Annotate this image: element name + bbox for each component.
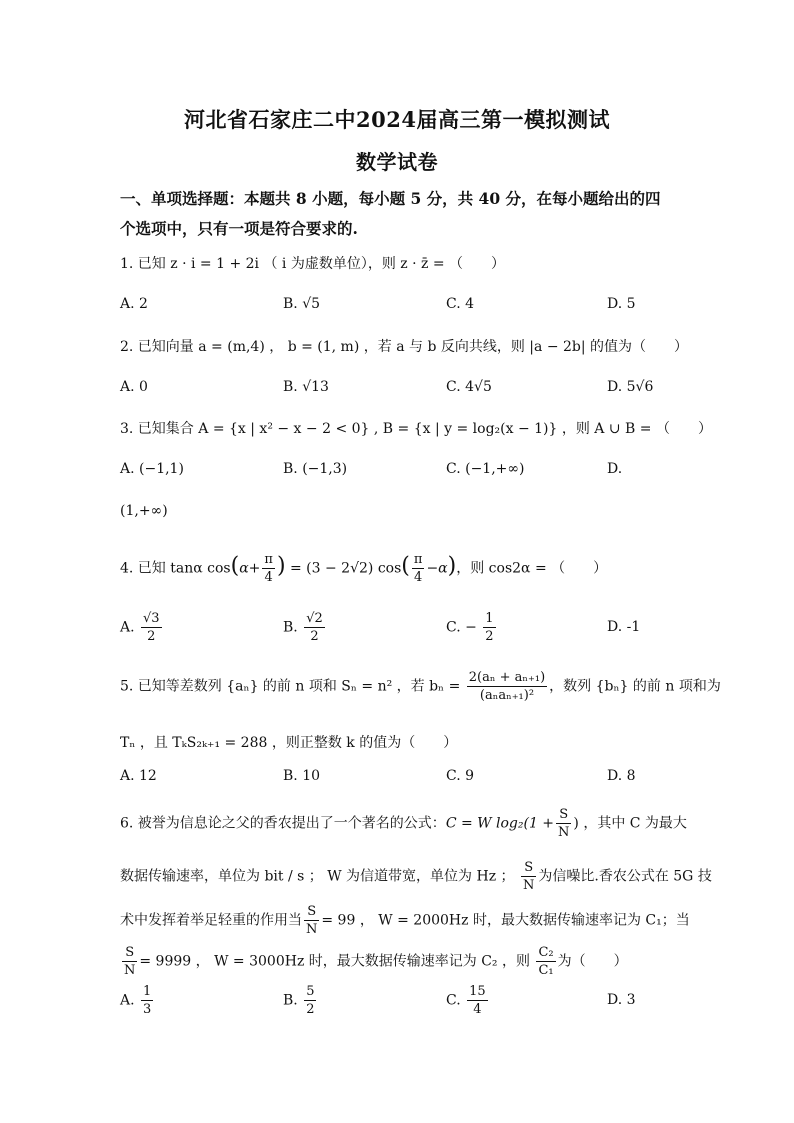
q6-option-d: D. 3 <box>607 992 636 1008</box>
q5-option-d: D. 8 <box>607 768 636 784</box>
q3-option-d-value: (1,+∞) <box>120 503 168 519</box>
q4-option-b: B. $\frac{√2}{2}$ <box>283 611 323 644</box>
q1-option-d: D. 5 <box>607 296 636 312</box>
section-heading <box>120 184 680 244</box>
q4-stem-mid: = (3 − 2√2) cos <box>290 560 402 577</box>
q5-option-b: B. 10 <box>283 768 321 784</box>
question-4-stem: 4. 已知 tanα cos(α+ $\frac{\pi}{4}$ ) = (3 − 2√2) cos( $\frac{\pi}{4}$ −α)，则 cos2α = （ ） <box>120 552 608 585</box>
q6-option-b: B. $\frac{5}{2}$ <box>283 984 315 1017</box>
q5-option-a: A. 12 <box>120 768 157 784</box>
q3-option-d: D. <box>607 461 623 477</box>
page-subtitle: 数学试卷 <box>356 150 438 174</box>
question-6-line-4: $\frac{S}{N}$ = 9999 ， W = 3000Hz 时，最大数据传输速率记为 C₂ ，则 $\frac{\text{C₂}}{\text{C₁}}$ 为（ ） <box>124 945 628 978</box>
q1-option-a: A. 2 <box>120 296 148 312</box>
question-6-line-3: 术中发挥着举足轻重的作用当 $\frac{S}{N}$ = 99 ， W = 2000Hz 时，最大数据传输速率记为 C₁；当 <box>120 904 690 937</box>
question-2-stem: 2. 已知向量 a = (m,4) ， b = (1, m) ，若 a 与 b 反向共线，则 |a − 2b| 的值为（ ） <box>120 339 689 355</box>
question-6-line-1: 6. 被誉为信息论之父的香农提出了一个著名的公式：C = W log₂(1 + $\frac{S}{N}$ ) ，其中 C 为最大 <box>120 807 687 840</box>
q3-option-b: B. (−1,3) <box>283 461 348 477</box>
q4-option-d: D. -1 <box>607 619 641 635</box>
q4-frac-2: $\frac{\pi}{4}$ <box>413 552 423 585</box>
q5-frac: $\frac{\text{2(aₙ + aₙ₊₁)}}{\text{(aₙaₙ₊₁)²}}$ <box>468 670 546 703</box>
q4-stem-after: ，则 cos2α = （ ） <box>456 560 608 577</box>
section-line-2: 个选项中，只有一项是符合要求的. <box>120 219 358 238</box>
q4-option-c: C. − $\frac{1}{2}$ <box>446 611 494 644</box>
question-3-stem: 3. 已知集合 A = {x | x² − x − 2 < 0} , B = {x | y = log₂(x − 1)} ，则 A ∪ B = （ ） <box>120 421 712 437</box>
q2-option-c: C. 4√5 <box>446 379 492 395</box>
question-6-line-2: 数据传输速率，单位为 bit / s ； W 为信道带宽，单位为 Hz ； $\frac{S}{N}$ 为信噪比.香农公式在 5G 技 <box>120 860 712 893</box>
q4-stem-before: 4. 已知 tanα cos <box>120 560 231 577</box>
q2-option-b: B. √13 <box>283 379 329 395</box>
section-line-1: 一、单项选择题：本题共 8 小题，每小题 5 分，共 40 分，在每小题给出的四 <box>120 189 661 208</box>
page-title: 河北省石家庄二中2024届高三第一模拟测试 <box>184 107 610 132</box>
q6-option-c: C. $\frac{15}{4}$ <box>446 984 486 1017</box>
question-5-line-2: Tₙ ，且 TₖS₂ₖ₊₁ = 288 ，则正整数 k 的值为（ ） <box>120 735 458 751</box>
q5-option-c: C. 9 <box>446 768 475 784</box>
q3-option-a: A. (−1,1) <box>120 461 184 477</box>
question-5-stem: 5. 已知等差数列 {aₙ} 的前 n 项和 Sₙ = n² ，若 bₙ = $\frac{\text{2(aₙ + aₙ₊₁)}}{\text{(aₙaₙ₊₁)²}}$ ，数列 {bₙ} 的前 n 项和为 <box>120 670 721 703</box>
q1-option-b: B. √5 <box>283 296 321 312</box>
question-1-stem: 1. 已知 z · i = 1 + 2i （ i 为虚数单位），则 z · z̄ = （ ） <box>120 256 506 272</box>
q2-option-a: A. 0 <box>120 379 148 395</box>
q2-option-d: D. 5√6 <box>607 379 654 395</box>
q4-option-a: A. $\frac{√3}{2}$ <box>120 611 160 644</box>
q6-option-a: A. $\frac{1}{3}$ <box>120 984 152 1017</box>
q4-frac-1: $\frac{\pi}{4}$ <box>264 552 273 585</box>
q3-option-c: C. (−1,+∞) <box>446 461 525 477</box>
q1-option-c: C. 4 <box>446 296 475 312</box>
